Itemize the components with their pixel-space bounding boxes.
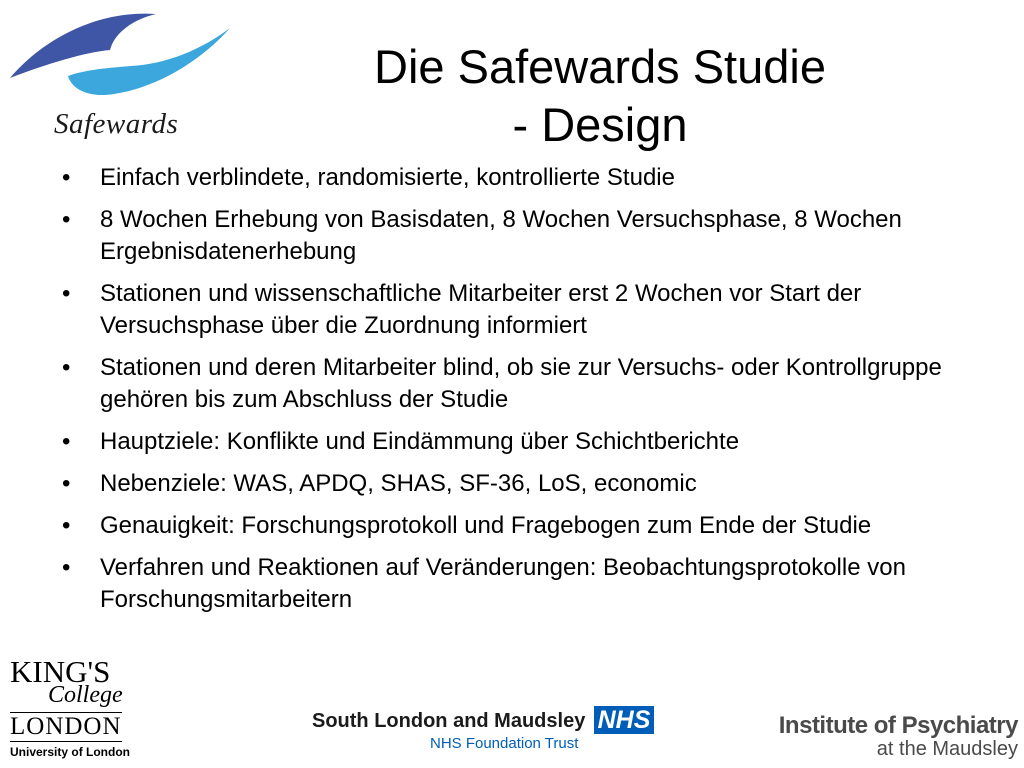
title-line-1: Die Safewards Studie xyxy=(374,40,826,93)
kings-logo-line-4: University of London xyxy=(10,745,130,759)
list-item-text: Genauigkeit: Forschungsprotokoll und Fragebogen zum Ende der Studie xyxy=(100,512,872,539)
iop-line-2: at the Maudsley xyxy=(876,738,1018,760)
list-item-text: Stationen und deren Mitarbeiter blind, ob sie zur Versuchs- oder Kontrollgruppe gehören bis zum Abschluss der Studie xyxy=(100,354,942,413)
slam-trust: NHS Foundation Trust xyxy=(430,735,579,752)
title-line-2: - Design xyxy=(512,98,688,151)
slam-name: South London and Maudsley xyxy=(312,710,586,732)
institute-of-psychiatry-logo xyxy=(760,712,1018,761)
nhs-badge: NHS xyxy=(594,706,654,734)
slam-nhs-logo xyxy=(312,704,662,756)
bullet-icon: • xyxy=(62,512,71,539)
kings-logo-line-1: KING'S xyxy=(10,654,111,689)
list-item-text: 8 Wochen Erhebung von Basisdaten, 8 Wochen Versuchsphase, 8 Wochen Ergebnisdatenerhebung xyxy=(100,206,902,265)
list-item-text: Verfahren und Reaktionen auf Veränderungen: Beobachtungsprotokolle von Forschungsmitarbeitern xyxy=(100,554,906,613)
list-item-text: Nebenziele: WAS, APDQ, SHAS, SF-36, LoS, economic xyxy=(100,470,697,497)
list-item xyxy=(62,352,982,416)
kings-logo-rule xyxy=(10,741,122,742)
list-item xyxy=(62,204,982,268)
bullet-icon: • xyxy=(62,164,71,191)
bullet-icon: • xyxy=(62,470,71,497)
list-item xyxy=(62,552,982,616)
safewards-wordmark: Safewards xyxy=(54,108,179,140)
kings-logo-line-2: College xyxy=(48,682,123,708)
bullet-icon: • xyxy=(62,354,71,381)
list-item xyxy=(62,468,982,500)
list-item xyxy=(62,162,982,194)
bullet-icon: • xyxy=(62,554,71,581)
safewards-logo xyxy=(6,6,236,141)
iop-line-1: Institute of Psychiatry xyxy=(778,712,1018,739)
list-item-text: Hauptziele: Konflikte und Eindämmung über Schichtberichte xyxy=(100,428,740,455)
kings-logo-line-3: LONDON xyxy=(10,713,122,740)
list-item xyxy=(62,278,982,342)
list-item xyxy=(62,510,982,542)
bullet-icon: • xyxy=(62,206,71,233)
bullet-icon: • xyxy=(62,428,71,455)
list-item xyxy=(62,426,982,458)
list-item-text: Einfach verblindete, randomisierte, kontrollierte Studie xyxy=(100,164,675,191)
kings-college-logo xyxy=(10,650,130,762)
list-item-text: Stationen und wissenschaftliche Mitarbeiter erst 2 Wochen vor Start der Versuchsphase über die Zuordnung informiert xyxy=(100,280,862,339)
safewards-wave-icon xyxy=(6,6,236,106)
page-title xyxy=(300,38,900,154)
bullet-icon: • xyxy=(62,280,71,307)
bullet-list xyxy=(62,162,982,626)
